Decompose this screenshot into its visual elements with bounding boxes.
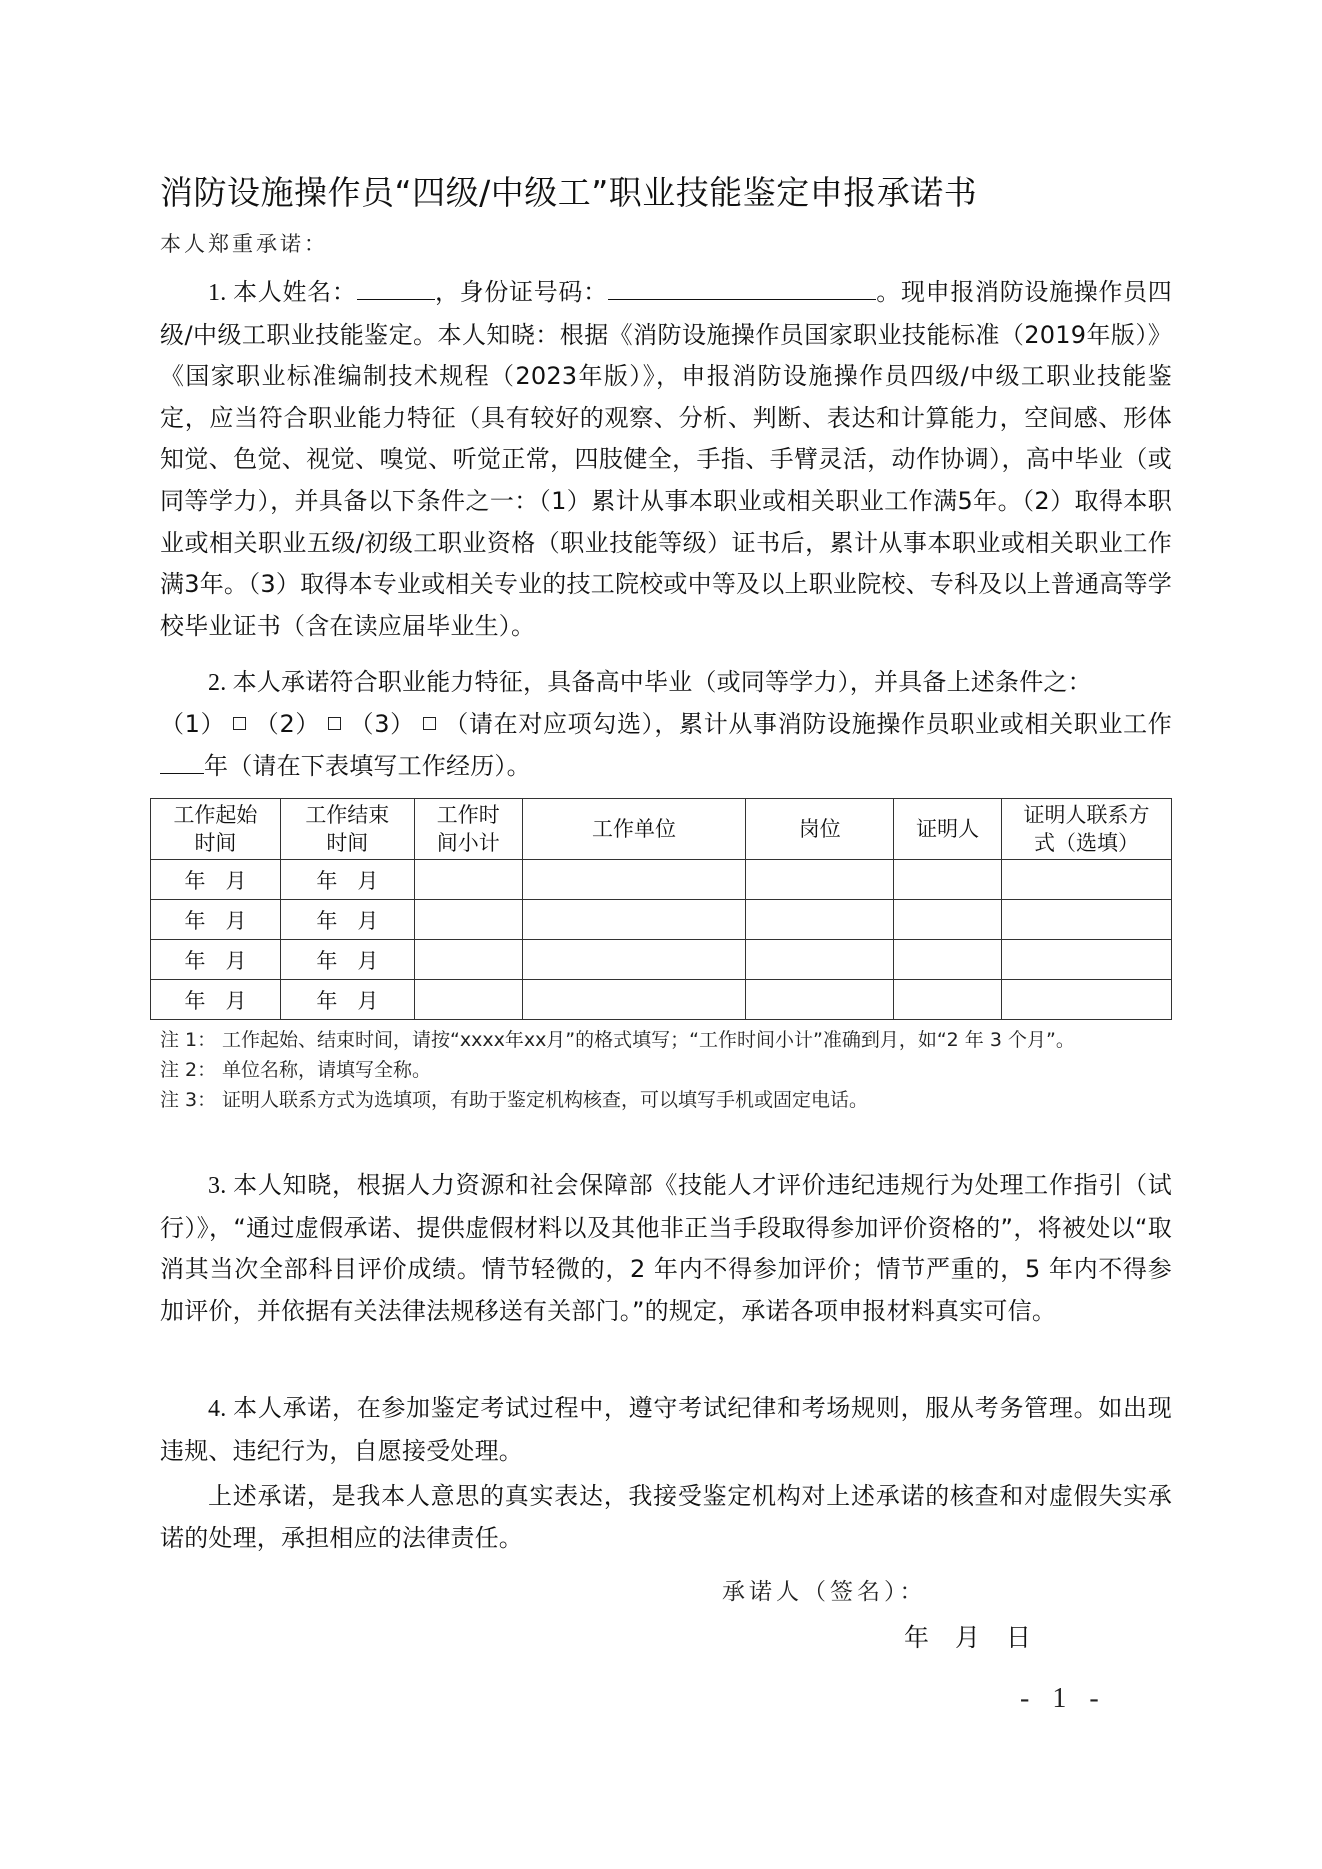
signature-line — [722, 1573, 1047, 1606]
clause-1 — [160, 272, 1172, 647]
header-employer: 工作单位 — [522, 799, 746, 860]
employer-cell[interactable] — [522, 860, 746, 900]
clause-1-body: 。现申报消防设施操作员四级/中级工职业技能鉴定。本人知晓：根据《消防设施操作员国家职业技能标准（2019年版）》《国家职业标准编制技术规程（2023年版）》，申报消防设施操作员四级/中级工职业技能鉴定，应当符合职业能力特征（具有较好的观察、分析、判断、表达和计算能力，空间感、形体知觉、色觉、视觉、嗅觉、听觉正常，四肢健全，手指、手臂灵活，动作协调），高中毕业（或同等学力），并具备以下条件之一：（1）累计从事本职业或相关职业工作满5年。（2）取得本职业或相关职业五级/初级工职业资格（职业技能等级）证书后，累计从事本职业或相关职业工作满3年。（3）取得本专业或相关专业的技工院校或中等及以上职业院校、专科及以上普通高等学校毕业证书（含在读应届毕业生）。 — [160, 278, 1173, 640]
witness-cell[interactable] — [894, 860, 1002, 900]
end-time-cell[interactable] — [280, 860, 414, 900]
note-3 — [160, 1085, 1175, 1115]
year-label: 年 — [184, 988, 206, 1013]
name-field[interactable] — [357, 277, 435, 300]
id-label: ，身份证号码： — [434, 278, 608, 306]
employer-cell[interactable] — [522, 940, 746, 980]
option-2-label: （2） — [254, 710, 321, 738]
clause-4 — [160, 1388, 1172, 1472]
note-3-text: 证明人联系方式为选填项，有助于鉴定机构核查，可以填写手机或固定电话。 — [222, 1089, 869, 1111]
subtotal-cell[interactable] — [414, 900, 522, 940]
month-label: 月 — [225, 948, 247, 973]
witness-cell[interactable] — [894, 900, 1002, 940]
position-cell[interactable] — [746, 860, 894, 900]
header-end-time: 工作结束时间 — [280, 799, 414, 860]
month-label: 月 — [357, 988, 379, 1013]
note-1 — [160, 1025, 1175, 1055]
end-time-cell[interactable] — [280, 980, 414, 1020]
salutation: 本人郑重承诺： — [160, 232, 328, 256]
month-label: 月 — [357, 868, 379, 893]
year-label: 年 — [184, 948, 206, 973]
option-3-checkbox[interactable] — [423, 717, 436, 730]
month-label: 月 — [225, 908, 247, 933]
year-label: 年 — [316, 948, 338, 973]
clause-2-number: 2. — [208, 670, 233, 696]
month-label: 月 — [357, 948, 379, 973]
table-notes — [160, 1025, 1175, 1115]
date-year: 年 — [904, 1623, 930, 1652]
year-label: 年 — [184, 868, 206, 893]
header-position: 岗位 — [746, 799, 894, 860]
month-label: 月 — [357, 908, 379, 933]
position-cell[interactable] — [746, 900, 894, 940]
header-witness: 证明人 — [894, 799, 1002, 860]
start-time-cell[interactable] — [151, 860, 281, 900]
witness-contact-cell[interactable] — [1002, 900, 1172, 940]
year-label: 年 — [184, 908, 206, 933]
employer-cell[interactable] — [522, 900, 746, 940]
clause-3 — [160, 1165, 1172, 1332]
note-2-text: 单位名称，请填写全称。 — [222, 1059, 432, 1081]
note-3-label: 注 3： — [160, 1089, 217, 1111]
clause-3-number: 3. — [208, 1173, 234, 1199]
page-number: - 1 - — [1020, 1683, 1107, 1714]
clause-1-number: 1. — [208, 280, 234, 306]
table-header-row — [151, 799, 1172, 860]
witness-cell[interactable] — [894, 980, 1002, 1020]
year-label: 年 — [316, 908, 338, 933]
position-cell[interactable] — [746, 980, 894, 1020]
end-time-cell[interactable] — [280, 900, 414, 940]
header-witness-contact: 证明人联系方式（选填） — [1002, 799, 1172, 860]
option-2-checkbox[interactable] — [328, 717, 341, 730]
start-time-cell[interactable] — [151, 940, 281, 980]
subtotal-cell[interactable] — [414, 980, 522, 1020]
note-1-label: 注 1： — [160, 1029, 217, 1051]
month-label: 月 — [225, 868, 247, 893]
table-row — [151, 900, 1172, 940]
witness-contact-cell[interactable] — [1002, 860, 1172, 900]
note-2 — [160, 1055, 1175, 1085]
employer-cell[interactable] — [522, 980, 746, 1020]
table-row — [151, 940, 1172, 980]
clause-4-body: 本人承诺，在参加鉴定考试过程中，遵守考试纪律和考场规则，服从考务管理。如出现违规、违纪行为，自愿接受处理。 — [160, 1394, 1172, 1465]
signature-date[interactable] — [904, 1618, 1057, 1654]
clause-4-number: 4. — [208, 1396, 234, 1422]
witness-contact-cell[interactable] — [1002, 940, 1172, 980]
name-label: 本人姓名： — [233, 278, 357, 306]
year-label: 年 — [316, 868, 338, 893]
document-title: 消防设施操作员“四级/中级工”职业技能鉴定申报承诺书 — [160, 173, 978, 212]
date-day: 日 — [1006, 1623, 1032, 1652]
witness-cell[interactable] — [894, 940, 1002, 980]
id-number-field[interactable] — [608, 277, 876, 300]
year-label: 年 — [316, 988, 338, 1013]
start-time-cell[interactable] — [151, 980, 281, 1020]
clause-2-options — [160, 704, 1172, 787]
table-row — [151, 980, 1172, 1020]
option-3-label: （3） — [349, 710, 415, 738]
month-label: 月 — [225, 988, 247, 1013]
work-experience-table — [150, 798, 1172, 1020]
option-1-label: （1） — [160, 710, 226, 738]
clause-3-body: 本人知晓，根据人力资源和社会保障部《技能人才评价违纪违规行为处理工作指引（试行）》，“通过虚假承诺、提供虚假材料以及其他非正当手段取得参加评价资格的”，将被处以“取消其当次全部科目评价成绩。情节轻微的，2 年内不得参加评价；情节严重的，5 年内不得参加评价，并依据有关法律法规移送有关部门。”的规定，承诺各项申报材料真实可信。 — [160, 1171, 1172, 1325]
position-cell[interactable] — [746, 940, 894, 980]
clause-2 — [160, 662, 1172, 705]
header-subtotal: 工作时间小计 — [414, 799, 522, 860]
option-1-checkbox[interactable] — [233, 717, 246, 730]
clause-2-line1: 本人承诺符合职业能力特征，具备高中毕业（或同等学力），并具备上述条件之： — [232, 668, 1092, 696]
date-month: 月 — [955, 1623, 981, 1652]
clause-2-after-years: 年（请在下表填写工作经历）。 — [204, 751, 531, 780]
note-2-label: 注 2： — [160, 1059, 217, 1081]
note-1-text: 工作起始、结束时间，请按“xxxx年xx月”的格式填写；“工作时间小计”准确到月，如“2 年 3 个月”。 — [222, 1029, 1075, 1051]
subtotal-cell[interactable] — [414, 940, 522, 980]
subtotal-cell[interactable] — [414, 860, 522, 900]
clause-2-after-options: （请在对应项勾选），累计从事消防设施操作员职业或相关职业工作 — [443, 710, 1173, 738]
table-row — [151, 860, 1172, 900]
start-time-cell[interactable] — [151, 900, 281, 940]
header-start-time: 工作起始时间 — [151, 799, 281, 860]
signature-label: 承诺人（签名）： — [722, 1579, 927, 1605]
years-field[interactable] — [160, 751, 204, 774]
end-time-cell[interactable] — [280, 940, 414, 980]
witness-contact-cell[interactable] — [1002, 980, 1172, 1020]
closing-statement: 上述承诺，是我本人意思的真实表达，我接受鉴定机构对上述承诺的核查和对虚假失实承诺的处理，承担相应的法律责任。 — [160, 1482, 1172, 1552]
